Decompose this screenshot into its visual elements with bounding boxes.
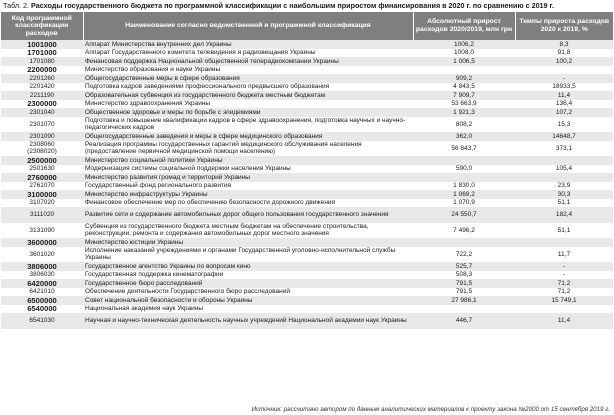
- row-name: Научная и научно-техническая деятельность научных учреждений Национальной академии наук Украины: [83, 313, 413, 329]
- table-row: [1, 74, 613, 83]
- table-row: [1, 262, 613, 271]
- table-caption-prefix: Табл. 2.: [3, 1, 32, 10]
- row-name: Общественное здоровье и меры по борьбе с эпидемиями: [83, 108, 413, 117]
- table-row: [1, 238, 613, 247]
- table-caption-text: Расходы государственного бюджета по программной классификации с наибольшим приростом финансирования в 2020 г. по сравнению с 2019 г.: [31, 1, 554, 10]
- row-absolute-growth: [413, 305, 515, 314]
- row-absolute-growth: 362,0: [413, 132, 515, 141]
- table-row: [1, 288, 613, 297]
- table-row: [1, 271, 613, 280]
- row-absolute-growth: 7 496,2: [413, 223, 515, 239]
- row-name: Аппарат Государственного комитета телевидения и радиовещания Украины: [83, 49, 413, 58]
- row-growth-rate: 100,2: [515, 57, 613, 66]
- table-row: [1, 100, 613, 109]
- row-code: 2201260: [1, 74, 83, 83]
- row-name: Министерство здравоохранения Украины: [83, 100, 413, 109]
- row-absolute-growth: 590,0: [413, 165, 515, 174]
- row-name: Подготовка и повышение квалификации кадров в сфере здравоохранения, подготовка научных и научно-педагогических кадров: [83, 117, 413, 133]
- row-growth-rate: -: [515, 262, 613, 271]
- row-growth-rate: 30,3: [515, 190, 613, 199]
- table-row: [1, 132, 613, 141]
- row-code: 6500000: [1, 296, 83, 305]
- row-growth-rate: 18933,5: [515, 83, 613, 92]
- row-absolute-growth: 1008,0: [413, 49, 515, 58]
- row-growth-rate: 11,7: [515, 247, 613, 263]
- row-code: 6541030: [1, 313, 83, 329]
- row-absolute-growth: 24 550,7: [413, 207, 515, 223]
- row-name: Государственный фонд регионального развития: [83, 182, 413, 191]
- row-name: Развитие сети и содержание автомобильных дорог общего пользования государственного значения: [83, 207, 413, 223]
- row-code: 2301070: [1, 117, 83, 133]
- row-name: Обеспечение деятельности Государственного бюро расследований: [83, 288, 413, 297]
- row-name: Субвенция из государственного бюджета местным бюджетам на обеспечение строительства, реконструкции, ремонта и содержания автомобильных дорог местного значения: [83, 223, 413, 239]
- row-code: 2760000: [1, 173, 83, 182]
- row-absolute-growth: 1 830,0: [413, 182, 515, 191]
- row-absolute-growth: 56 843,7: [413, 141, 515, 157]
- row-absolute-growth: 27 986,1: [413, 296, 515, 305]
- row-name: Финансовое обеспечение мер по обеспечению безопасности дорожного движения: [83, 199, 413, 208]
- row-growth-rate: 71,2: [515, 288, 613, 297]
- row-growth-rate: 14648,7: [515, 132, 613, 141]
- row-name: Министерство инфраструктуры Украины: [83, 190, 413, 199]
- row-growth-rate: 51,1: [515, 223, 613, 239]
- table-row: [1, 40, 613, 49]
- row-growth-rate: 11,4: [515, 313, 613, 329]
- table-row: [1, 199, 613, 208]
- table-row: [1, 247, 613, 263]
- row-code: 2300000: [1, 100, 83, 109]
- table-row: [1, 305, 613, 314]
- row-absolute-growth: 1 006,5: [413, 57, 515, 66]
- table-row: [1, 57, 613, 66]
- row-name: Министерство социальной политики Украины: [83, 156, 413, 165]
- row-growth-rate: -: [515, 271, 613, 280]
- source-note: Источник: рассчитано автором по данным аналитических материалов к проекту закона №2000 от 15 сентября 2019 г.: [251, 406, 610, 413]
- table-caption: [3, 1, 613, 11]
- row-code: 6420000: [1, 279, 83, 288]
- header-absolute-growth: Абсолютный прирост расходов 2020/2019, млн грн: [413, 12, 515, 40]
- row-absolute-growth: 1 070,9: [413, 199, 515, 208]
- row-growth-rate: [515, 238, 613, 247]
- row-code: 6421010: [1, 288, 83, 297]
- row-absolute-growth: 1006,2: [413, 40, 515, 49]
- header-code: Код программной классификации расходов: [1, 12, 83, 40]
- row-growth-rate: [515, 173, 613, 182]
- row-absolute-growth: 53 663,9: [413, 100, 515, 109]
- row-absolute-growth: 808,2: [413, 117, 515, 133]
- row-name: Общегосударственные заведения и меры в сфере медицинского образования: [83, 132, 413, 141]
- row-growth-rate: 15 749,1: [515, 296, 613, 305]
- table-body: [1, 40, 613, 329]
- table-row: [1, 141, 613, 157]
- table-row: [1, 49, 613, 58]
- table-row: [1, 156, 613, 165]
- row-name: Модернизация системы социальной поддержки населения Украины: [83, 165, 413, 174]
- row-growth-rate: 15,3: [515, 117, 613, 133]
- row-code: 3107020: [1, 199, 83, 208]
- row-absolute-growth: [413, 238, 515, 247]
- table-row: [1, 173, 613, 182]
- table-row: [1, 223, 613, 239]
- row-code: 6540000: [1, 305, 83, 314]
- row-absolute-growth: 525,7: [413, 262, 515, 271]
- row-code: 2301090: [1, 132, 83, 141]
- row-name: Аппарат Министерства внутренних дел Украины: [83, 40, 413, 49]
- row-code: 2301040: [1, 108, 83, 117]
- row-name: Министерство развития громад и территорий Украины: [83, 173, 413, 182]
- table-row: [1, 182, 613, 191]
- row-name: Государственное бюро расследований: [83, 279, 413, 288]
- row-code: 3111020: [1, 207, 83, 223]
- row-name: Общегосударственные меры в сфере образования: [83, 74, 413, 83]
- row-growth-rate: [515, 156, 613, 165]
- row-absolute-growth: [413, 66, 515, 75]
- row-absolute-growth: 4 843,5: [413, 83, 515, 92]
- table-row: [1, 66, 613, 75]
- row-code: 2761070: [1, 182, 83, 191]
- row-name: Исполнение наказаний учреждениями и органами Государственной уголовно-исполнительной службы Украины: [83, 247, 413, 263]
- table-row: [1, 207, 613, 223]
- row-code: 2200000: [1, 66, 83, 75]
- table-row: [1, 108, 613, 117]
- row-name: Национальная академия наук Украины: [83, 305, 413, 314]
- table-row: [1, 296, 613, 305]
- table-row: [1, 165, 613, 174]
- row-growth-rate: 11,4: [515, 91, 613, 100]
- row-code: 2308060 (2308020): [1, 141, 83, 157]
- row-growth-rate: 91,8: [515, 49, 613, 58]
- row-code: 2500000: [1, 156, 83, 165]
- row-code: 3100000: [1, 190, 83, 199]
- row-name: Государственная поддержка кинематографии: [83, 271, 413, 280]
- row-name: Министерство юстиции Украины: [83, 238, 413, 247]
- row-code: 3131090: [1, 223, 83, 239]
- row-name: Реализация программы государственных гарантий медицинского обслуживания населения (предоставление первичной медицинской помощи населению): [83, 141, 413, 157]
- row-code: 1001000: [1, 40, 83, 49]
- row-code: 2201420: [1, 83, 83, 92]
- row-growth-rate: 105,4: [515, 165, 613, 174]
- table-row: [1, 313, 613, 329]
- row-code: 3600000: [1, 238, 83, 247]
- row-name: Образовательная субвенция из государственного бюджета местным бюджетам: [83, 91, 413, 100]
- header-growth-rate: Темпы прироста расходов 2020 к 2019, %: [515, 12, 613, 40]
- row-absolute-growth: [413, 156, 515, 165]
- row-absolute-growth: 791,5: [413, 279, 515, 288]
- row-code: 3806030: [1, 271, 83, 280]
- row-absolute-growth: 722,2: [413, 247, 515, 263]
- row-code: 3601020: [1, 247, 83, 263]
- row-absolute-growth: 446,7: [413, 313, 515, 329]
- row-growth-rate: -: [515, 74, 613, 83]
- table-row: [1, 83, 613, 92]
- row-absolute-growth: 791,5: [413, 288, 515, 297]
- row-growth-rate: [515, 66, 613, 75]
- row-growth-rate: 182,4: [515, 207, 613, 223]
- row-name: Финансовая поддержка Национальной общественной телерадиокомпании Украины: [83, 57, 413, 66]
- row-growth-rate: 23,9: [515, 182, 613, 191]
- row-code: 1701080: [1, 57, 83, 66]
- row-absolute-growth: 508,3: [413, 271, 515, 280]
- table-row: [1, 190, 613, 199]
- row-code: 2501630: [1, 165, 83, 174]
- row-growth-rate: 8,3: [515, 40, 613, 49]
- row-absolute-growth: 1 069,2: [413, 190, 515, 199]
- row-absolute-growth: 7 909,7: [413, 91, 515, 100]
- table-row: [1, 91, 613, 100]
- table-row: [1, 279, 613, 288]
- budget-table: [1, 12, 613, 329]
- row-absolute-growth: 909,2: [413, 74, 515, 83]
- row-growth-rate: 51,1: [515, 199, 613, 208]
- row-name: Подготовка кадров заведениями профессионального предвысшего образования: [83, 83, 413, 92]
- row-growth-rate: 136,4: [515, 100, 613, 109]
- row-name: Совет национальной безопасности и обороны Украины: [83, 296, 413, 305]
- row-code: 1701000: [1, 49, 83, 58]
- row-name: Министерство образования и науки Украины: [83, 66, 413, 75]
- row-growth-rate: 107,2: [515, 108, 613, 117]
- row-name: Государственное агентство Украины по вопросам кино: [83, 262, 413, 271]
- row-code: 2211190: [1, 91, 83, 100]
- table-header-row: [1, 12, 613, 40]
- row-growth-rate: 71,2: [515, 279, 613, 288]
- row-code: 3806000: [1, 262, 83, 271]
- row-absolute-growth: [413, 173, 515, 182]
- header-name: Наименование согласно ведомственной и программной классификация: [83, 12, 413, 40]
- row-absolute-growth: 1 921,3: [413, 108, 515, 117]
- table-row: [1, 117, 613, 133]
- row-growth-rate: 373,1: [515, 141, 613, 157]
- row-growth-rate: [515, 305, 613, 314]
